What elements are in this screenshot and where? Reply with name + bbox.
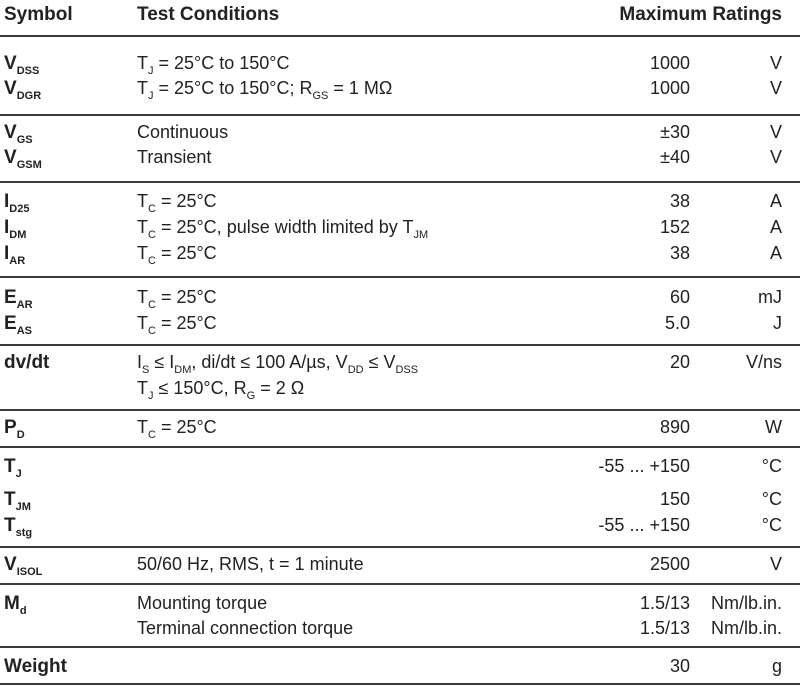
symbol-main: dv/dt xyxy=(4,352,50,373)
table-row xyxy=(0,376,800,402)
condition-subscript: JM xyxy=(413,229,429,241)
condition-text: ≤ I xyxy=(149,352,175,372)
rating-value: 1000 xyxy=(649,78,690,98)
condition-text: = 1 MΩ xyxy=(328,78,393,98)
rating-value: 38 xyxy=(669,191,690,211)
condition-text: T xyxy=(137,287,148,307)
table-row xyxy=(0,311,800,337)
symbol-cell xyxy=(4,456,22,478)
symbol-cell xyxy=(4,554,42,576)
rating-unit: V/ns xyxy=(745,352,782,372)
condition-text: T xyxy=(137,313,148,333)
condition-subscript: C xyxy=(148,229,156,241)
table-row xyxy=(0,552,800,578)
table-row xyxy=(0,285,800,311)
condition-subscript: J xyxy=(148,90,154,102)
table-row xyxy=(0,350,800,376)
symbol-subscript: DSS xyxy=(16,65,40,77)
condition-text: Continuous xyxy=(137,122,229,142)
symbol-main: Weight xyxy=(4,656,67,677)
symbol-main: V xyxy=(4,78,17,99)
symbol-cell xyxy=(4,122,33,144)
condition-cell xyxy=(137,618,353,639)
symbol-main: E xyxy=(4,313,17,334)
symbol-cell xyxy=(4,191,29,213)
condition-text: = 25°C, pulse width limited by T xyxy=(155,217,414,237)
symbol-cell xyxy=(4,515,32,537)
table-row xyxy=(0,241,800,267)
section-divider xyxy=(0,546,800,548)
rating-unit: J xyxy=(773,313,782,333)
condition-text: Mounting torque xyxy=(137,593,268,613)
symbol-main: V xyxy=(4,554,17,575)
rating-value: 38 xyxy=(669,243,690,263)
symbol-cell xyxy=(4,313,32,335)
symbol-cell xyxy=(4,243,25,265)
condition-cell xyxy=(137,554,364,575)
condition-subscript: DSS xyxy=(395,364,419,376)
symbol-subscript: D xyxy=(16,429,25,441)
rating-value: 1.5/13 xyxy=(639,618,690,638)
symbol-cell xyxy=(4,147,42,169)
symbol-subscript: AS xyxy=(16,325,32,337)
rating-value: ±30 xyxy=(660,122,690,142)
section-divider xyxy=(0,583,800,585)
symbol-main: P xyxy=(4,417,17,438)
table-row xyxy=(0,591,800,617)
symbol-main: T xyxy=(4,456,16,477)
section-divider xyxy=(0,409,800,411)
rating-unit: V xyxy=(769,147,782,167)
condition-cell xyxy=(137,53,290,77)
symbol-cell xyxy=(4,489,31,511)
condition-cell xyxy=(137,287,217,311)
rating-unit: A xyxy=(769,191,782,211)
condition-subscript: J xyxy=(148,390,154,402)
rating-unit: V xyxy=(769,53,782,73)
symbol-main: I xyxy=(4,243,10,264)
symbol-subscript: d xyxy=(19,605,27,617)
symbol-main: V xyxy=(4,147,17,168)
test-conditions-header: Test Conditions xyxy=(137,4,280,25)
section-divider xyxy=(0,35,800,37)
symbol-subscript: JM xyxy=(15,501,31,513)
rating-unit: A xyxy=(769,217,782,237)
rating-value: 890 xyxy=(659,417,690,437)
maximum-ratings-header: Maximum Ratings xyxy=(619,4,782,25)
condition-text: T xyxy=(137,417,148,437)
rating-value: -55 ... +150 xyxy=(598,456,690,476)
condition-subscript: C xyxy=(148,203,156,215)
symbol-subscript: stg xyxy=(15,527,33,539)
condition-cell xyxy=(137,147,211,168)
symbol-cell xyxy=(4,287,33,309)
condition-cell xyxy=(137,352,419,376)
condition-subscript: DM xyxy=(174,364,192,376)
condition-subscript: C xyxy=(148,429,156,441)
condition-subscript: GS xyxy=(312,90,329,102)
condition-text: = 25°C to 150°C xyxy=(153,53,290,73)
rating-value: 1000 xyxy=(649,53,690,73)
condition-cell xyxy=(137,243,217,267)
condition-text: = 2 Ω xyxy=(255,378,305,398)
table-header xyxy=(0,0,800,34)
condition-subscript: C xyxy=(148,255,156,267)
condition-cell xyxy=(137,191,217,215)
symbol-main: I xyxy=(4,217,10,238)
rating-value: 150 xyxy=(659,489,690,509)
symbol-cell xyxy=(4,78,41,100)
rating-value: 60 xyxy=(669,287,690,307)
condition-cell xyxy=(137,78,393,102)
condition-text: Transient xyxy=(137,147,212,167)
symbol-subscript: D25 xyxy=(9,203,30,215)
rating-unit: g xyxy=(771,656,782,676)
symbol-main: T xyxy=(4,489,16,510)
condition-subscript: C xyxy=(148,325,156,337)
condition-cell xyxy=(137,313,217,337)
symbol-subscript: GS xyxy=(16,134,33,146)
table-row xyxy=(0,51,800,77)
symbol-cell xyxy=(4,53,39,75)
condition-subscript: G xyxy=(246,390,256,402)
condition-text: T xyxy=(137,53,148,73)
rating-value: 1.5/13 xyxy=(639,593,690,613)
section-divider xyxy=(0,276,800,278)
symbol-main: V xyxy=(4,53,17,74)
table-row xyxy=(0,76,800,102)
rating-unit: Nm/lb.in. xyxy=(710,618,782,638)
condition-text: ≤ V xyxy=(363,352,396,372)
table-row xyxy=(0,145,800,171)
rating-unit: V xyxy=(769,122,782,142)
rating-value: 30 xyxy=(669,656,690,676)
rating-value: 20 xyxy=(669,352,690,372)
symbol-subscript: DGR xyxy=(16,90,42,102)
condition-text: ≤ 150°C, R xyxy=(153,378,247,398)
table-row xyxy=(0,189,800,215)
rating-unit: V xyxy=(769,78,782,98)
condition-text: = 25°C xyxy=(155,313,217,333)
table-row xyxy=(0,415,800,441)
symbol-main: V xyxy=(4,122,17,143)
condition-text: , di/dt ≤ 100 A/µs, V xyxy=(191,352,348,372)
rating-unit: °C xyxy=(761,456,782,476)
condition-text: I xyxy=(137,352,143,372)
section-divider xyxy=(0,114,800,116)
rating-value: 2500 xyxy=(649,554,690,574)
symbol-cell xyxy=(4,217,26,239)
symbol-cell xyxy=(4,417,25,439)
condition-text: = 25°C xyxy=(155,287,217,307)
condition-text: = 25°C xyxy=(155,417,217,437)
symbol-cell xyxy=(4,352,49,374)
condition-text: = 25°C xyxy=(155,191,217,211)
section-divider xyxy=(0,344,800,346)
rating-unit: Nm/lb.in. xyxy=(710,593,782,613)
rating-value: 152 xyxy=(659,217,690,237)
rating-unit: °C xyxy=(761,515,782,535)
symbol-main: M xyxy=(4,593,20,614)
condition-text: T xyxy=(137,217,148,237)
symbol-subscript: DM xyxy=(9,229,27,241)
rating-value: 5.0 xyxy=(664,313,690,333)
condition-cell xyxy=(137,378,305,402)
symbol-subscript: AR xyxy=(9,255,26,267)
condition-cell xyxy=(137,417,217,441)
section-divider xyxy=(0,646,800,648)
condition-text: T xyxy=(137,378,148,398)
rating-unit: °C xyxy=(761,489,782,509)
table-row xyxy=(0,654,800,680)
condition-text: = 25°C xyxy=(155,243,217,263)
symbol-subscript: ISOL xyxy=(16,566,43,578)
section-divider xyxy=(0,181,800,183)
condition-text: T xyxy=(137,78,148,98)
symbol-main: E xyxy=(4,287,17,308)
table-row xyxy=(0,215,800,241)
condition-text: = 25°C to 150°C; R xyxy=(153,78,313,98)
condition-subscript: DD xyxy=(347,364,364,376)
condition-cell xyxy=(137,217,429,241)
condition-cell xyxy=(137,122,228,143)
rating-unit: W xyxy=(765,417,782,437)
symbol-subscript: J xyxy=(15,468,22,480)
table-row xyxy=(0,616,800,642)
condition-subscript: S xyxy=(142,364,150,376)
symbol-main: I xyxy=(4,191,10,212)
symbol-cell xyxy=(4,593,27,615)
symbol-header: Symbol xyxy=(4,4,73,25)
rating-value: -55 ... +150 xyxy=(598,515,690,535)
condition-text: Terminal connection torque xyxy=(137,618,354,638)
rating-unit: A xyxy=(769,243,782,263)
symbol-cell xyxy=(4,656,67,678)
symbol-main: T xyxy=(4,515,16,536)
condition-subscript: C xyxy=(148,299,156,311)
condition-subscript: J xyxy=(148,65,154,77)
bottom-rule xyxy=(0,683,800,685)
table-row xyxy=(0,454,800,480)
rating-unit: mJ xyxy=(758,287,782,307)
condition-text: 50/60 Hz, RMS, t = 1 minute xyxy=(137,554,364,574)
condition-text: T xyxy=(137,243,148,263)
rating-value: ±40 xyxy=(660,147,690,167)
symbol-subscript: GSM xyxy=(16,159,42,171)
table-row xyxy=(0,513,800,539)
table-row xyxy=(0,487,800,513)
section-divider xyxy=(0,446,800,448)
rating-unit: V xyxy=(769,554,782,574)
condition-text: T xyxy=(137,191,148,211)
condition-cell xyxy=(137,593,267,614)
symbol-subscript: AR xyxy=(16,299,33,311)
table-row xyxy=(0,120,800,146)
